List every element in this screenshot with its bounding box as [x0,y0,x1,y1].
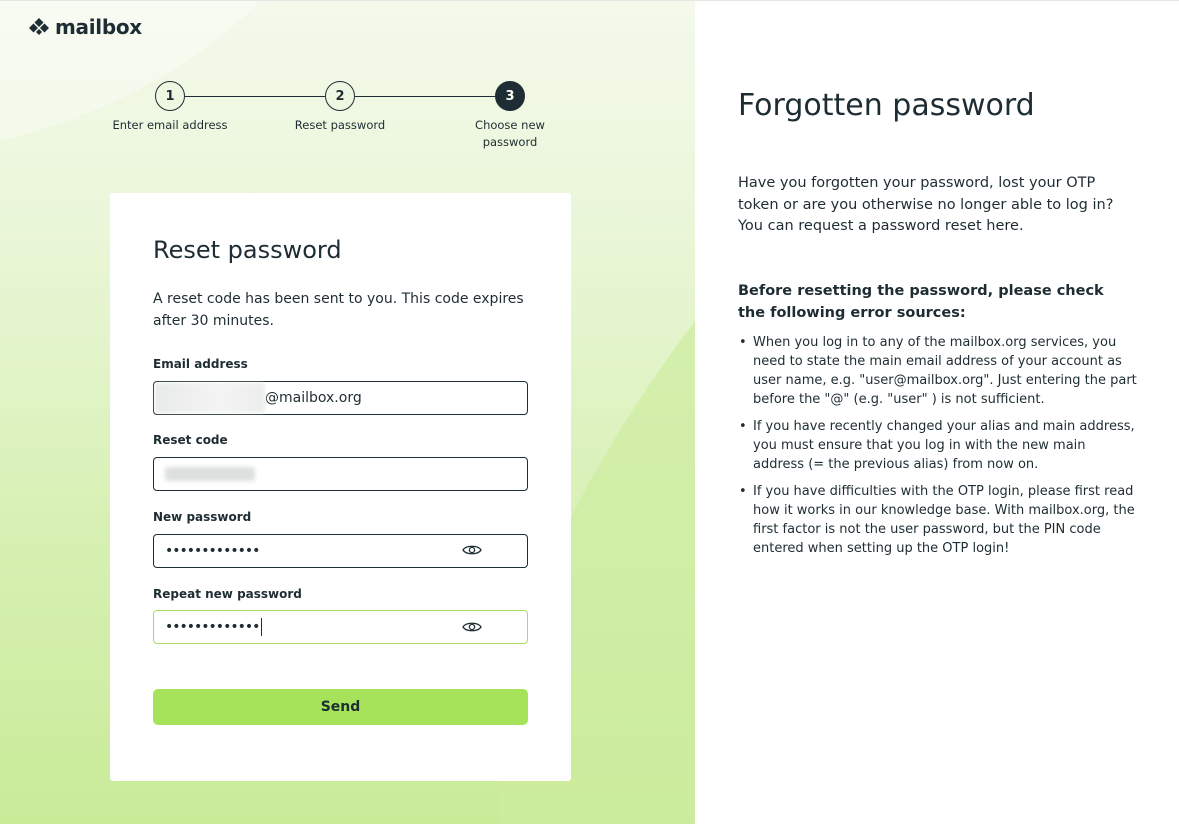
brand-name: mailbox [55,15,142,39]
send-button[interactable]: Send [153,689,528,725]
eye-icon[interactable] [462,543,482,557]
redacted-email-user [155,383,265,413]
step-3-circle: 3 [495,81,525,111]
step-2-label: Reset password [294,118,386,132]
step-connector [185,96,325,97]
new-password-value: ••••••••••••• [165,543,260,559]
email-domain: @mailbox.org [265,390,362,406]
progress-stepper [0,1,695,161]
step-3-label: Choose new password [475,118,545,149]
card-description: A reset code has been sent to you. This code expires after 30 minutes. [153,291,524,329]
new-password-label: New password [153,510,252,524]
step-1-circle: 1 [155,81,185,111]
step-connector [355,96,495,97]
repeat-password-label: Repeat new password [153,587,302,601]
eye-icon[interactable] [462,620,482,634]
checklist-heading: Before resetting the password, please check the following error sources: [738,283,1104,321]
text-cursor [261,618,262,636]
email-field[interactable] [153,381,528,415]
reset-password-card [110,193,571,781]
redacted-reset-code [165,467,255,481]
intro-text: Have you forgotten your password, lost your OTP token or are you otherwise no longer able to log in? You can request a password reset here. [738,175,1114,234]
page-title: Forgotten password [738,88,1035,123]
list-item: • If you have recently changed your alias and main address, you must ensure that you log in with the new main address (= the previous alias) from now on. [753,417,1137,474]
email-label: Email address [153,357,248,371]
card-title: Reset password [153,236,342,264]
list-item: • When you log in to any of the mailbox.org services, you need to state the main email address of your account as user name, e.g. "user@mailbox.org". Just entering the part before the "@" (e.g. "user" ) is not sufficient. [753,333,1137,409]
checklist [738,333,1137,566]
step-1-label: Enter email address [112,118,228,132]
reset-code-label: Reset code [153,433,228,447]
list-item: • If you have difficulties with the OTP login, please first read how it works in our knowledge base. With mailbox.org, the first factor is not the user password, but the PIN code entered when setting up the OTP login! [753,482,1137,558]
step-2-circle: 2 [325,81,355,111]
repeat-password-value: ••••••••••••• [165,619,260,635]
left-panel [0,1,695,824]
reset-code-field[interactable] [153,457,528,491]
